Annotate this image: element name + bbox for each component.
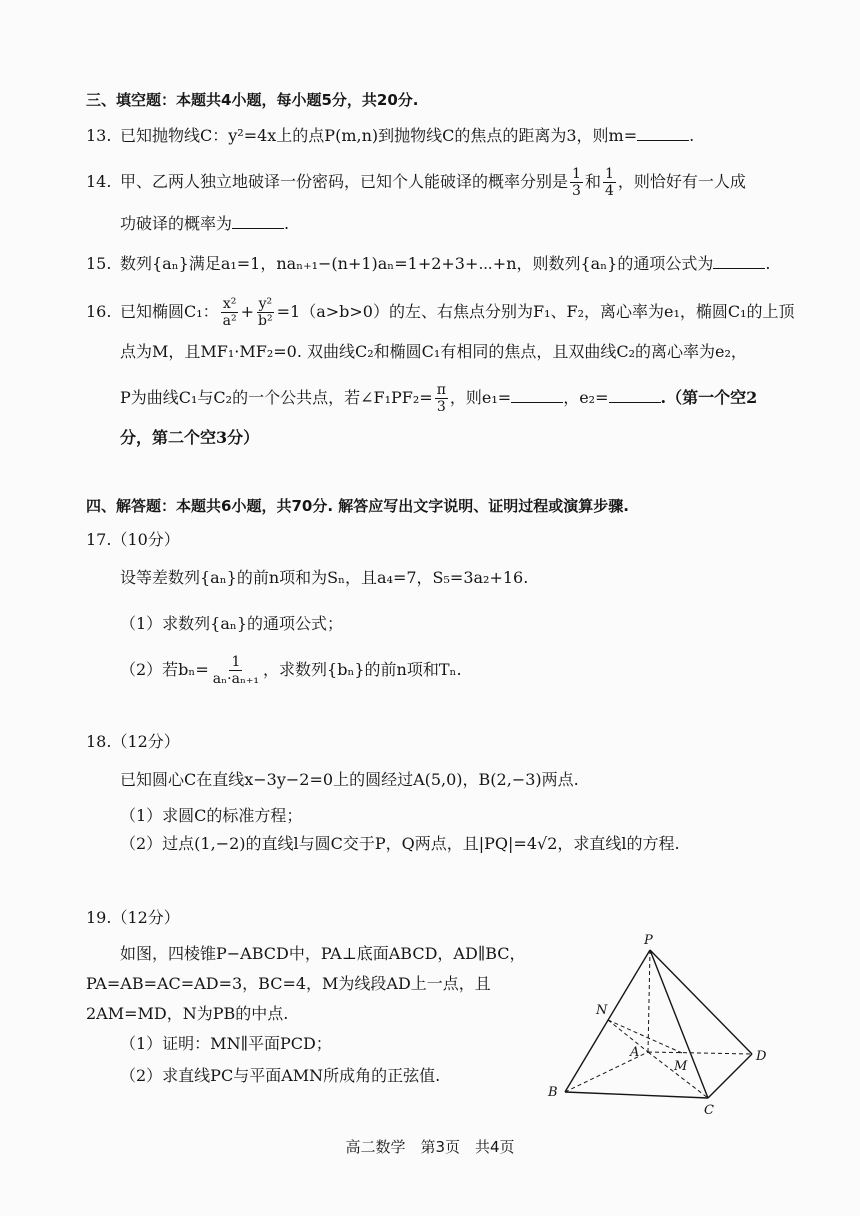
q14-number: 14. bbox=[86, 172, 112, 191]
frac-numerator: 1 bbox=[231, 654, 241, 670]
label-A: A bbox=[630, 1045, 640, 1060]
q14-end: . bbox=[284, 214, 290, 233]
fraction-pi-3 bbox=[435, 382, 448, 415]
frac-numerator: y² bbox=[258, 296, 273, 312]
q19-stem-line1: 如图，四棱锥P−ABCD中，PA⊥底面ABCD，AD∥BC， bbox=[120, 944, 526, 963]
q14-answer-blank[interactable] bbox=[232, 212, 284, 229]
q18-part2: （2）过点(1,−2)的直线l与圆C交于P，Q两点，且|PQ|=4√2，求直线l的方程. bbox=[120, 834, 680, 853]
question-15 bbox=[86, 252, 770, 276]
edge-BC bbox=[565, 1092, 708, 1098]
frac-denominator: 4 bbox=[604, 183, 614, 199]
q13-text: 已知抛物线C：y²=4x上的点P(m,n)到抛物线C的焦点的距离为3，则m= bbox=[120, 126, 638, 145]
q16-line1b: =1（a>b>0）的左、右焦点分别为F₁、F₂，离心率为e₁，椭圆C₁的上顶 bbox=[276, 302, 795, 321]
q18-heading: 18.（12分） bbox=[86, 732, 180, 751]
label-P: P bbox=[644, 933, 653, 948]
frac-denominator: aₙ·aₙ₊₁ bbox=[212, 671, 260, 687]
frac-numerator: π bbox=[436, 382, 446, 398]
q19-part1: （1）证明：MN∥平面PCD； bbox=[120, 1034, 332, 1053]
q13-end: . bbox=[689, 126, 695, 145]
frac-numerator: 1 bbox=[572, 166, 581, 182]
q16-blank-e2[interactable] bbox=[609, 386, 661, 403]
q16-line3b: ，则e₁= bbox=[449, 388, 512, 407]
q14-text1: 甲、乙两人独立地破译一份密码，已知个人能破译的概率分别是 bbox=[120, 172, 569, 191]
fraction-one-third bbox=[570, 166, 583, 199]
q16-line2: 点为M，且MF₁·MF₂=0. 双曲线C₂和椭圆C₁有相同的焦点，且双曲线C₂的离心率为e₂， bbox=[120, 342, 747, 361]
label-C: C bbox=[704, 1103, 714, 1118]
q17-heading: 17.（10分） bbox=[86, 530, 180, 549]
question-14 bbox=[86, 166, 746, 199]
segment-NA bbox=[608, 1020, 648, 1052]
edge-CD bbox=[708, 1054, 752, 1098]
q16-line1a: 已知椭圆C₁： bbox=[120, 302, 219, 321]
segment-NM bbox=[608, 1020, 682, 1053]
section-3-heading: 三、填空题：本题共4小题，每小题5分，共20分. bbox=[86, 91, 419, 109]
pyramid-figure bbox=[540, 928, 790, 1118]
q19-heading: 19.（12分） bbox=[86, 908, 180, 927]
question-13 bbox=[86, 124, 694, 148]
fraction-one-quarter bbox=[603, 166, 616, 199]
frac-denominator: a² bbox=[222, 313, 237, 329]
q17-stem: 设等差数列{aₙ}的前n项和为Sₙ，且a₄=7，S₅=3a₂+16. bbox=[120, 568, 529, 587]
question-17-part2 bbox=[120, 654, 462, 687]
page-footer: 高二数学 第3页 共4页 bbox=[345, 1138, 515, 1156]
q16-line3c: ，e₂= bbox=[563, 388, 609, 407]
question-14-cont bbox=[120, 212, 289, 236]
q16-line4: 分，第二个空3分） bbox=[120, 428, 260, 447]
q16-line3d: .（第一个空2 bbox=[660, 388, 758, 407]
q19-stem-line3: 2AM=MD，N为PB的中点. bbox=[86, 1004, 289, 1023]
q17-part1: （1）求数列{aₙ}的通项公式； bbox=[120, 614, 344, 633]
label-D: D bbox=[756, 1049, 767, 1064]
question-16-line3 bbox=[120, 382, 757, 415]
edge-PC bbox=[650, 950, 708, 1098]
frac-denominator: b² bbox=[258, 313, 273, 329]
q18-part1: （1）求圆C的标准方程； bbox=[120, 806, 303, 825]
q13-answer-blank[interactable] bbox=[637, 124, 689, 141]
fraction-bn bbox=[211, 654, 261, 687]
q13-number: 13. bbox=[86, 126, 112, 145]
q16-number: 16. bbox=[86, 302, 112, 321]
edge-PB bbox=[565, 950, 650, 1092]
label-N: N bbox=[596, 1003, 608, 1018]
frac-denominator: 3 bbox=[572, 183, 581, 199]
q15-number: 15. bbox=[86, 254, 112, 273]
section-4-heading: 四、解答题：本题共6小题，共70分. 解答应写出文字说明、证明过程或演算步骤. bbox=[86, 497, 629, 515]
q15-answer-blank[interactable] bbox=[713, 252, 765, 269]
edge-PD bbox=[650, 950, 752, 1054]
edge-AD bbox=[648, 1052, 752, 1054]
label-M: M bbox=[674, 1059, 688, 1074]
label-B: B bbox=[548, 1085, 558, 1100]
fraction-x2-a2 bbox=[221, 296, 239, 329]
q17-p2b: ，求数列{bₙ}的前n项和Tₙ. bbox=[263, 660, 462, 679]
q18-stem: 已知圆心C在直线x−3y−2=0上的圆经过A(5,0)，B(2,−3)两点. bbox=[120, 770, 579, 789]
q19-stem-line2: PA=AB=AC=AD=3，BC=4，M为线段AD上一点，且 bbox=[86, 974, 491, 993]
q14-text3: 功破译的概率为 bbox=[120, 214, 233, 233]
question-16 bbox=[86, 296, 795, 329]
q16-blank-e1[interactable] bbox=[511, 386, 563, 403]
q15-text: 数列{aₙ}满足a₁=1，naₙ₊₁−(n+1)aₙ=1+2+3+⋯+n，则数列{aₙ}的通项公式为 bbox=[120, 254, 714, 273]
q16-line3a: P为曲线C₁与C₂的一个公共点，若∠F₁PF₂= bbox=[120, 388, 433, 407]
fraction-y2-b2 bbox=[256, 296, 275, 329]
q16-plus: + bbox=[240, 302, 255, 321]
q14-text2: ，则恰好有一人成 bbox=[617, 172, 746, 191]
q15-end: . bbox=[765, 254, 771, 273]
frac-denominator: 3 bbox=[436, 399, 446, 415]
q14-and: 和 bbox=[584, 172, 601, 191]
frac-numerator: x² bbox=[222, 296, 237, 312]
q19-part2: （2）求直线PC与平面AMN所成角的正弦值. bbox=[120, 1066, 441, 1085]
edge-PA bbox=[648, 950, 650, 1052]
frac-numerator: 1 bbox=[604, 166, 614, 182]
q17-p2a: （2）若bₙ= bbox=[120, 660, 209, 679]
